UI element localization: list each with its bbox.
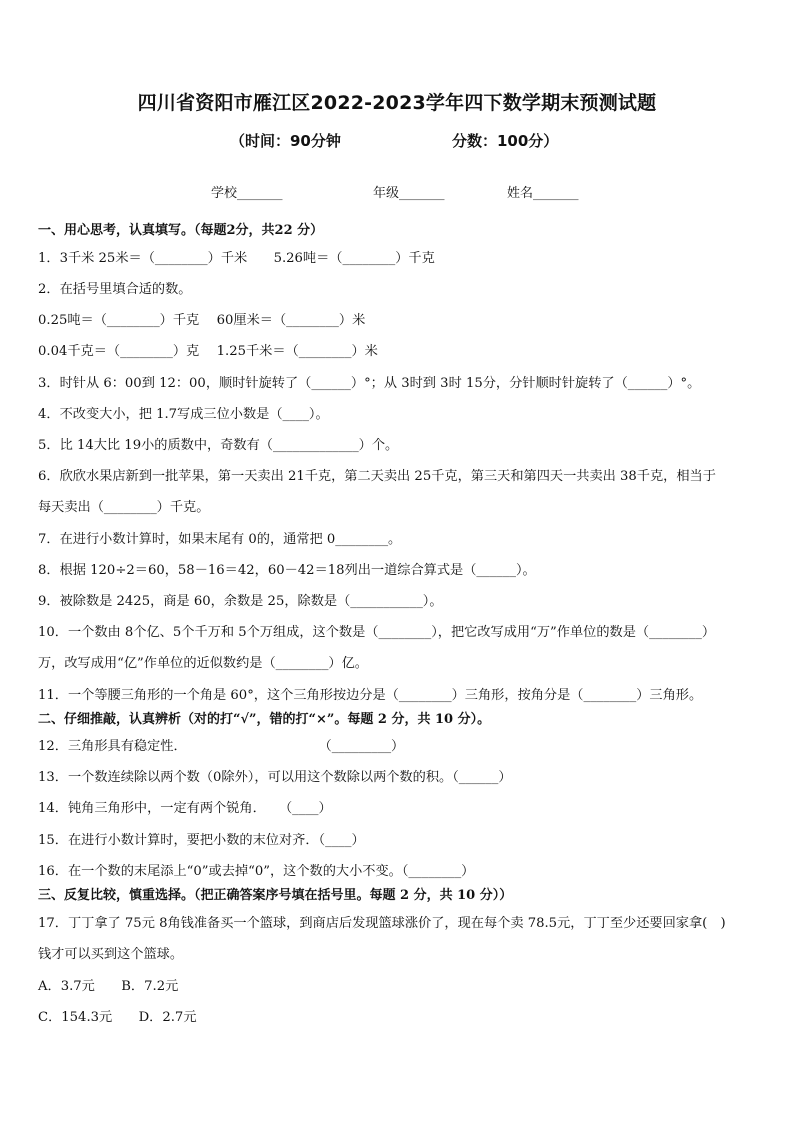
question-6-cont: 每天卖出（________）千克。 [38,500,210,515]
question-15: 15．在进行小数计算时，要把小数的末位对齐．（____） [38,833,365,848]
question-2: 2．在括号里填合适的数。 [38,282,192,297]
question-2-part-b: 0.04千克＝（________）克 1.25千米＝（________）米 [38,344,378,359]
question-17: 17．丁丁拿了 75元 8角钱准备买一个篮球，到商店后发现篮球涨价了，现在每个卖 78.5元，丁丁至少还要回家拿( ) [38,916,726,931]
grade-field: 年级_______ [373,186,445,201]
question-17-options-ab: A．3.7元 B．7.2元 [38,979,179,994]
question-5: 5．比 14大比 19小的质数中，奇数有（_____________）个。 [38,438,399,453]
school-field: 学校_______ [211,186,283,201]
question-16: 16．在一个数的末尾添上“0”或去掉“0”，这个数的大小不变。（________） [38,864,475,879]
question-6: 6．欣欣水果店新到一批苹果，第一天卖出 21千克，第二天卖出 25千克，第三天和第四天一共卖出 38千克，相当于 [38,469,716,484]
question-1: 1．3千米 25米＝（________）千米 5.26吨＝（________）千克 [38,251,435,266]
question-3: 3．时针从 6：00到 12：00，顺时针旋转了（______）°；从 3时到 3时 15分，分针顺时针旋转了（______）°。 [38,376,701,391]
exam-time: （时间：90分钟 [230,132,341,150]
question-17-cont: 钱才可以买到这个篮球。 [38,947,184,962]
question-2-part-a: 0.25吨＝（________）千克 60厘米＝（________）米 [38,313,366,328]
exam-meta [0,130,794,152]
question-14: 14．钝角三角形中，一定有两个锐角． （____） [38,801,332,816]
question-11: 11．一个等腰三角形的一个角是 60°，这个三角形按边分是（________）三角形，按角分是（________）三角形。 [38,688,703,703]
section-1-heading: 一、用心思考，认真填写。（每题2分，共22 分） [38,223,324,238]
question-8: 8．根据 120÷2＝60，58－16＝42，60－42＝18列出一道综合算式是（______）。 [38,563,536,578]
question-13: 13．一个数连续除以两个数（0除外），可以用这个数除以两个数的积。（______） [38,770,512,785]
name-field: 姓名_______ [507,186,579,201]
page-title: 四川省资阳市雁江区2022-2023学年四下数学期末预测试题 [137,92,657,114]
section-3-heading: 三、反复比较，慎重选择。（把正确答案序号填在括号里。每题 2 分，共 10 分）） [38,888,513,903]
question-10-cont: 万，改写成用“亿”作单位的近似数约是（________）亿。 [38,656,368,671]
student-info [0,182,794,202]
question-12: 12．三角形具有稳定性． （_________） [38,739,405,754]
question-10: 10．一个数由 8个亿、5个千万和 5个万组成，这个数是（________），把它改写成用“万”作单位的数是（________） [38,625,716,640]
exam-score: 分数：100分） [452,132,559,150]
section-2-heading: 二、仔细推敲，认真辨析（对的打“√”，错的打“×”。每题 2 分，共 10 分）。 [38,712,491,727]
question-7: 7．在进行小数计算时，如果末尾有 0的，通常把 0________。 [38,532,402,547]
question-4: 4．不改变大小，把 1.7写成三位小数是（____）。 [38,407,329,422]
question-9: 9．被除数是 2425，商是 60，余数是 25，除数是（___________）。 [38,594,443,609]
question-17-options-cd: C．154.3元 D．2.7元 [38,1010,197,1025]
